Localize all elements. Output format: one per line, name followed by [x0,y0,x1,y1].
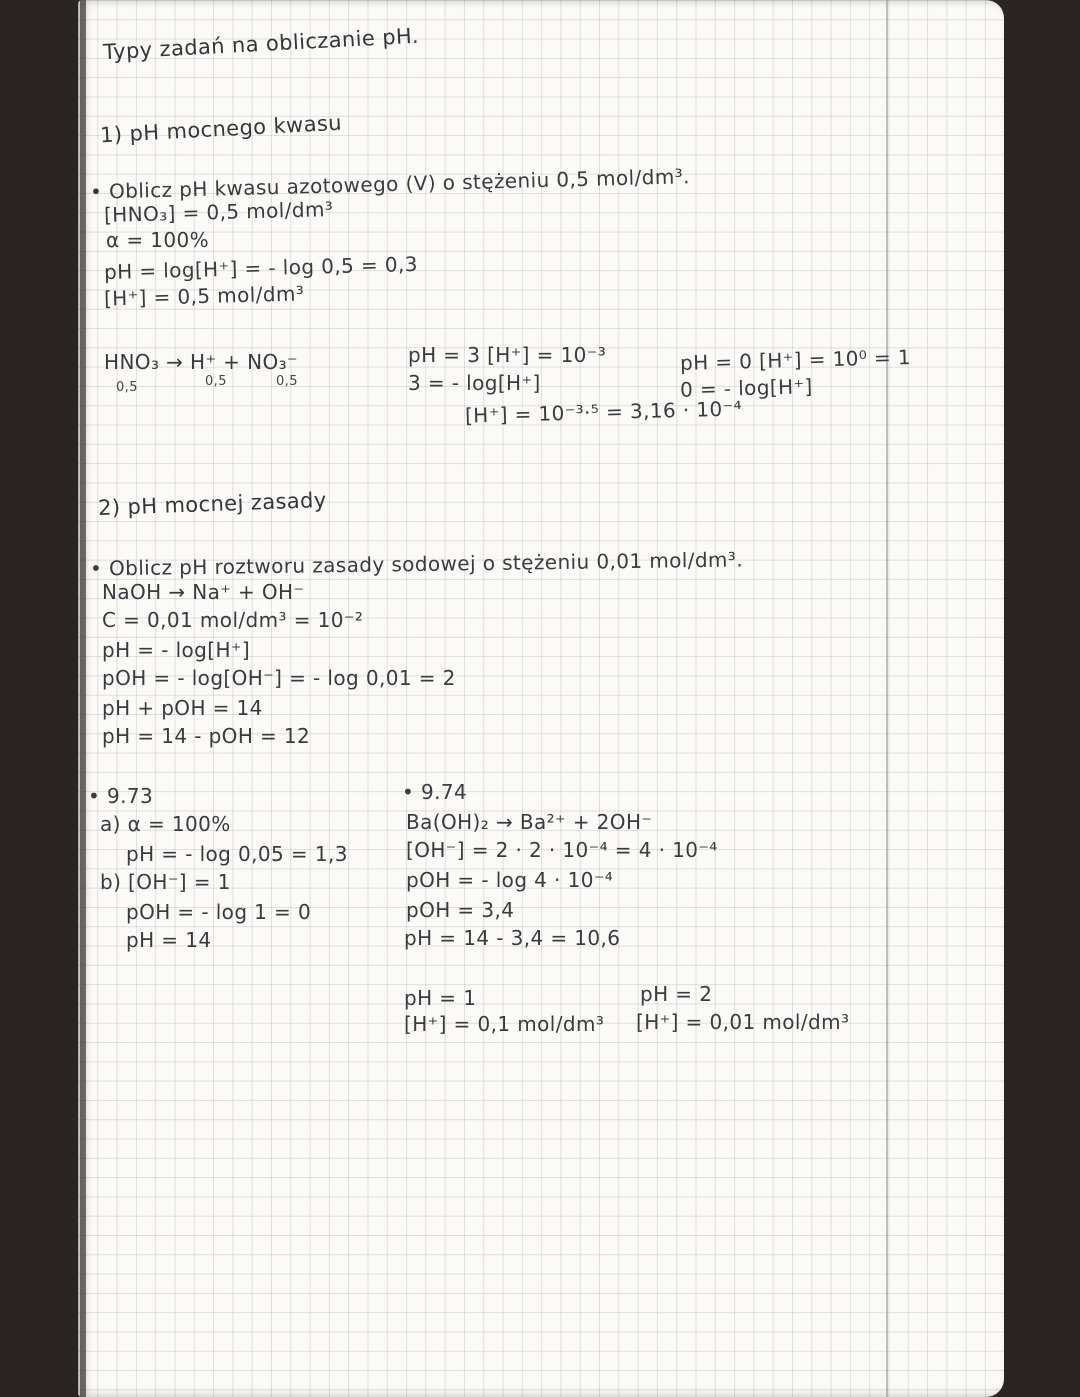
exercise-973-label: • 9.73 [88,784,154,808]
exercise-973-line: b) [OH⁻] = 1 [100,870,231,894]
section1-line: [H⁺] = 0,5 mol/dm³ [103,281,305,311]
exercise-973-line: pH = 14 [126,928,212,952]
section2-line: C = 0,01 mol/dm³ = 10⁻² [102,608,364,632]
extra-ph1-line: pH = 1 [404,986,477,1010]
section2-line: pH = 14 - pOH = 12 [102,724,311,748]
example-ph3-line: [H⁺] = 10⁻³·⁵ = 3,16 · 10⁻⁴ [464,396,743,428]
exercise-974-line: Ba(OH)₂ → Ba²⁺ + 2OH⁻ [406,810,653,834]
exercise-974-line: pOH = 3,4 [406,898,515,922]
exercise-974-label: • 9.74 [402,780,468,804]
section2-line: pOH = - log[OH⁻] = - log 0,01 = 2 [102,666,456,690]
page-binding-edge [80,0,86,1397]
exercise-974-line: [OH⁻] = 2 · 2 · 10⁻⁴ = 4 · 10⁻⁴ [406,838,718,862]
section2-line: NaOH → Na⁺ + OH⁻ [102,580,305,604]
example-ph0-line: 0 = - log[H⁺] [679,374,813,402]
exercise-973-line: pOH = - log 1 = 0 [126,900,312,924]
section1-line: α = 100% [106,228,210,252]
reaction-amount: 0,5 [116,380,138,395]
exercise-974-line: pOH = - log 4 · 10⁻⁴ [406,868,614,892]
section2-task: • Oblicz pH roztworu zasady sodowej o stężeniu 0,01 mol/dm³. [89,547,744,581]
reaction-hno3: HNO₃ → H⁺ + NO₃⁻ [104,350,298,374]
extra-ph2-line: [H⁺] = 0,01 mol/dm³ [636,1010,850,1034]
example-ph3-line: pH = 3 [H⁺] = 10⁻³ [408,343,607,367]
example-ph0-line: pH = 0 [H⁺] = 10⁰ = 1 [679,344,912,376]
section1-line: pH = log[H⁺] = - log 0,5 = 0,3 [103,251,419,285]
section1-task: • Oblicz pH kwasu azotowego (V) o stężeniu 0,5 mol/dm³. [89,164,691,204]
reaction-amount: 0,5 [276,374,298,389]
section1-line: [HNO₃] = 0,5 mol/dm³ [103,197,334,227]
exercise-973-line: a) α = 100% [100,812,231,836]
section2-line: pH + pOH = 14 [102,696,263,720]
exercise-973-line: pH = - log 0,05 = 1,3 [126,842,348,866]
margin-line [886,0,888,1397]
exercise-974-line: pH = 14 - 3,4 = 10,6 [404,926,621,950]
reaction-amount: 0,5 [205,374,227,389]
example-ph3-line: 3 = - log[H⁺] [408,371,541,395]
section1-heading: 1) pH mocnego kwasu [99,110,343,148]
section2-heading: 2) pH mocnej zasady [97,488,328,520]
section2-line: pH = - log[H⁺] [102,638,251,662]
extra-ph1-line: [H⁺] = 0,1 mol/dm³ [404,1012,605,1036]
page-title: Typy zadań na obliczanie pH. [102,23,420,65]
extra-ph2-line: pH = 2 [640,982,713,1006]
